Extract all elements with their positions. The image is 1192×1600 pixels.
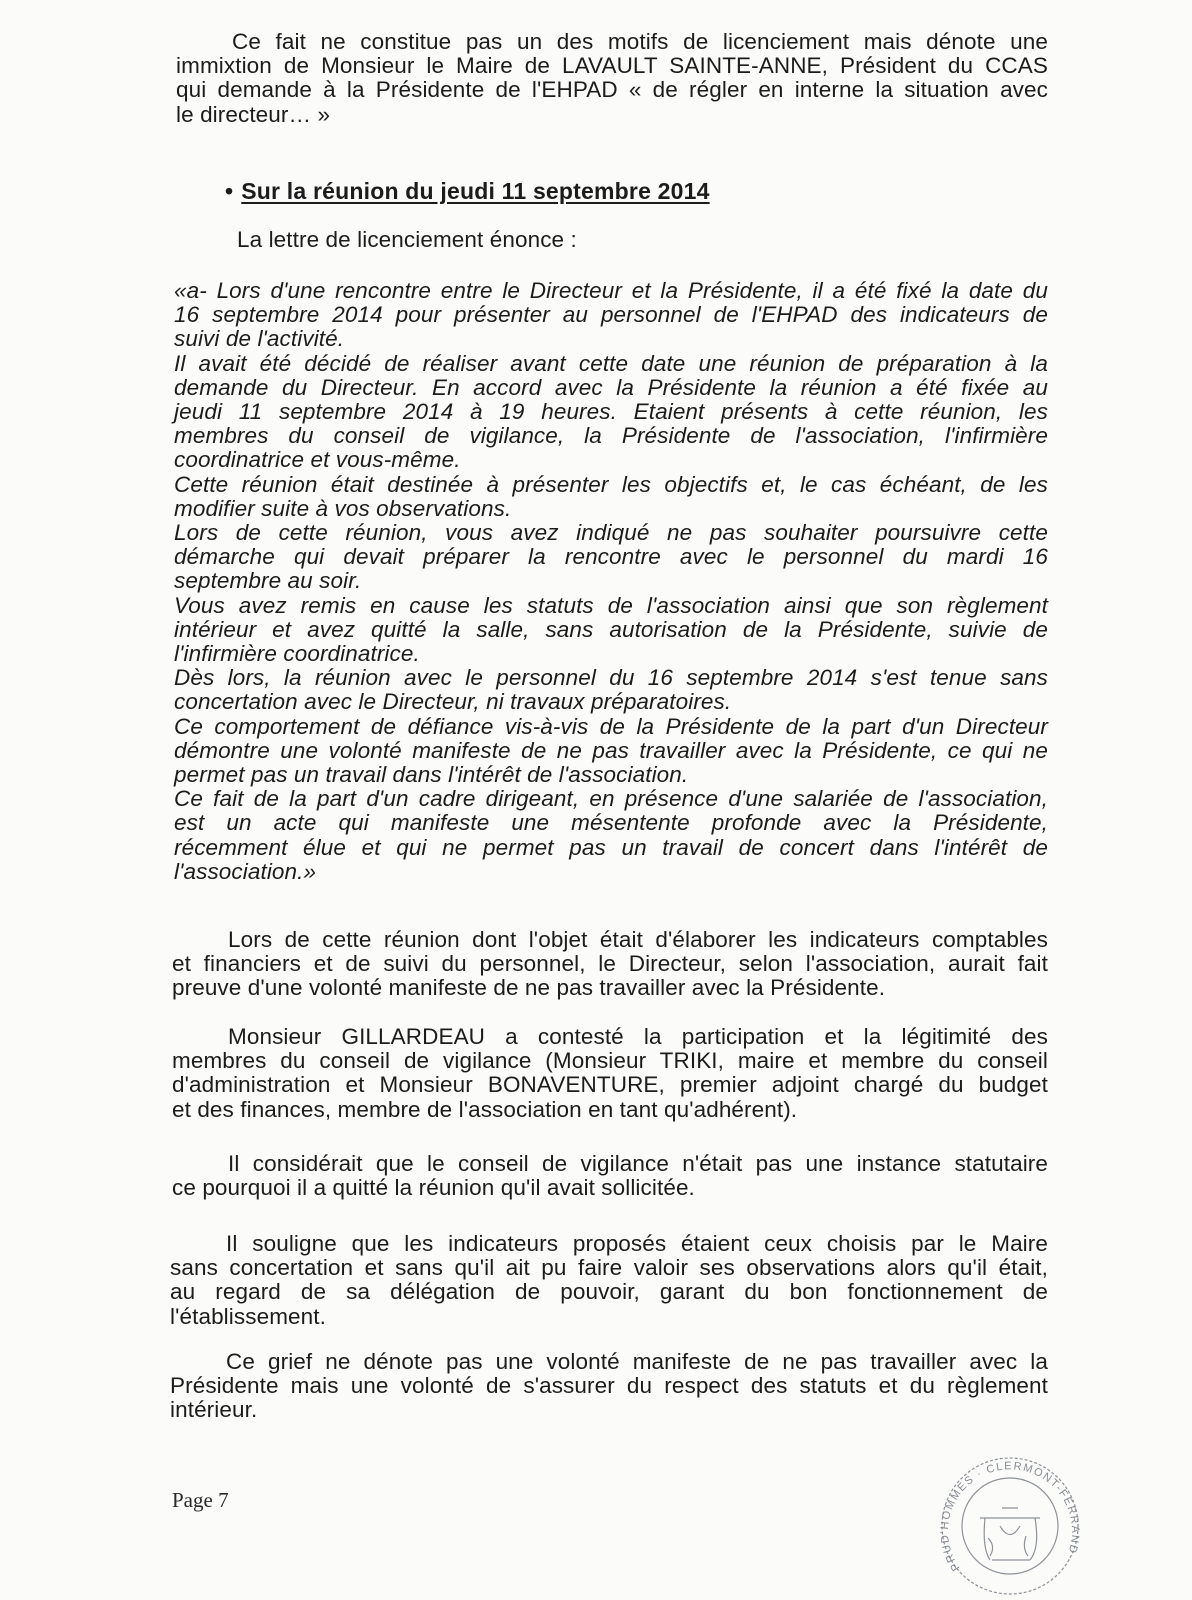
text-line: demande du Directeur. En accord avec la Présidente la réunion a été fixée au [174,374,1048,400]
quote-intro-label: La lettre de licenciement énonce : [237,227,577,252]
text-line: qui demande à la Présidente de l'EHPAD « de régler en interne la situation avec [176,77,1048,103]
text-line: jeudi 11 septembre 2014 à 19 heures. Etaient présents à cette réunion, les [174,399,1048,425]
text-line: sans concertation et sans qu'il ait pu faire valoir ses observations alors qu'il était, [170,1255,1048,1281]
text-line: Il considérait que le conseil de vigilance n'était pas une instance statutaire [228,1151,1048,1176]
body-paragraph [170,1232,1048,1329]
text-line: au regard de sa délégation de pouvoir, garant du bon fonctionnement de [170,1279,1048,1305]
section-heading [225,178,710,205]
text-line: Dès lors, la réunion avec le personnel du 16 septembre 2014 s'est tenue sans [174,665,1048,691]
text-line: membres du conseil de vigilance (Monsieur TRIKI, maire et membre du conseil [172,1048,1048,1074]
text-line: l'infirmière coordinatrice. [174,641,420,667]
text-line: Ce comportement de défiance vis-à-vis de la Présidente de la part d'un Directeur [174,713,1048,739]
text-line: est un acte qui manifeste une mésentente profonde avec la Présidente, [174,810,1048,836]
text-line: Lors de cette réunion dont l'objet était d'élaborer les indicateurs comptables [228,927,1048,952]
text-line: Cette réunion était destinée à présenter les objectifs et, le cas échéant, de les [174,471,1048,497]
text-line: suivi de l'activité. [174,326,345,352]
text-line: Ce fait ne constitue pas un des motifs de licenciement mais dénote une [232,29,1048,54]
text-line: le directeur… » [176,101,331,127]
section-title: Sur la réunion du jeudi 11 septembre 2014 [241,178,710,204]
dismissal-letter-quote [174,279,1048,884]
text-line: 16 septembre 2014 pour présenter au personnel de l'EHPAD des indicateurs de [174,302,1048,328]
text-line: ce pourquoi il a quitté la réunion qu'il avait sollicitée. [172,1175,695,1201]
body-paragraph [172,1152,1048,1200]
text-line: membres du conseil de vigilance, la Présidente de l'association, l'infirmière [174,423,1048,449]
body-paragraph [172,928,1048,1001]
text-line: Monsieur GILLARDEAU a contesté la participation et la légitimité des [228,1024,1048,1049]
text-line: permet pas un travail dans l'intérêt de l'association. [174,762,689,788]
text-line: démontre une volonté manifeste de ne pas travailler avec la Présidente, ce qui ne [174,737,1048,763]
text-line: preuve d'une volonté manifeste de ne pas travailler avec la Présidente. [172,975,886,1001]
text-line: concertation avec le Directeur, ni travaux préparatoires. [174,689,732,715]
page-number: Page 7 [172,1488,229,1512]
text-line: et financiers et de suivi du personnel, le Directeur, selon l'association, aurait fait [172,951,1048,977]
text-line: Ce grief ne dénote pas une volonté manifeste de ne pas travailler avec la [226,1349,1048,1374]
text-line: Présidente mais une volonté de s'assurer du respect des statuts et du règlement [170,1373,1048,1399]
body-paragraph [172,1025,1048,1122]
text-line: coordinatrice et vous-même. [174,447,461,473]
text-line: septembre au soir. [174,568,362,594]
text-line: récemment élue et qui ne permet pas un travail de concert dans l'intérêt de [174,834,1048,860]
text-line: «a- Lors d'une rencontre entre le Directeur et la Présidente, il a été fixé la date du [174,278,1048,303]
text-line: Il souligne que les indicateurs proposés étaient ceux choisis par le Maire [226,1231,1048,1256]
text-line: modifier suite à vos observations. [174,495,512,521]
svg-text:PRUD'HOMMES · CLERMONT-FERRAND: PRUD'HOMMES · CLERMONT-FERRAND [938,1460,1082,1573]
bullet-icon: • [225,178,234,204]
text-line: l'association.» [174,858,317,884]
intro-paragraph [176,30,1048,127]
text-line: d'administration et Monsieur BONAVENTURE, premier adjoint chargé du budget [172,1072,1048,1098]
text-line: Lors de cette réunion, vous avez indiqué ne pas souhaiter poursuivre cette [174,520,1048,546]
court-seal-stamp-icon [930,1448,1090,1598]
body-paragraph [170,1350,1048,1423]
text-line: Vous avez remis en cause les statuts de l'association ainsi que son règlement [174,592,1048,618]
text-line: démarche qui devait préparer la rencontre avec le personnel du mardi 16 [174,544,1048,570]
text-line: Il avait été décidé de réaliser avant cette date une réunion de préparation à la [174,350,1048,376]
text-line: immixtion de Monsieur le Maire de LAVAULT SAINTE-ANNE, Président du CCAS [176,53,1048,79]
text-line: l'établissement. [170,1303,326,1329]
text-line: intérieur. [170,1397,258,1423]
text-line: Ce fait de la part d'un cadre dirigeant, en présence d'une salariée de l'association, [174,786,1048,812]
text-line: intérieur et avez quitté la salle, sans autorisation de la Présidente, suivie de [174,616,1048,642]
text-line: et des finances, membre de l'association en tant qu'adhérent). [172,1096,798,1122]
